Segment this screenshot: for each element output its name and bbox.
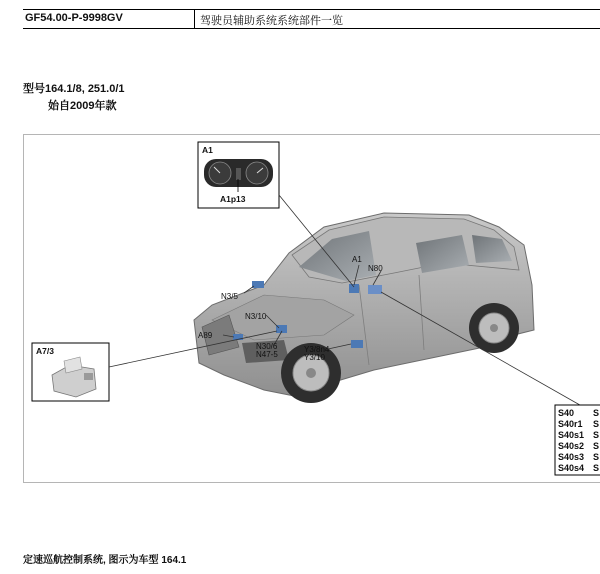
component-diagram [23,134,600,483]
legend-item-s40s1: S40s1 [558,430,585,440]
legend-desc-truncated: S [593,441,600,451]
vehicle-illustration [194,213,534,403]
diagram-svg [24,135,600,484]
label-y3-8n4: Y3/8n4 [304,345,330,354]
label-a1: A1 [352,255,362,264]
label-n3-10: N3/10 [245,312,267,321]
legend-desc-truncated: S [593,408,600,418]
document-code: GF54.00-P-9998GV [25,12,123,24]
callout-a1p13-label: A1p13 [220,194,246,204]
model-line: 型号164.1/8, 251.0/1 [23,83,125,95]
label-n3-5: N3/5 [221,292,238,301]
document-header [23,9,600,29]
callout-a1-label: A1 [202,145,213,155]
legend-item-s40r1: S40r1 [558,419,583,429]
figure-caption: 定速巡航控制系统, 图示为车型 164.1 [23,555,187,566]
legend-desc-truncated: S [593,430,600,440]
callout-a7-3-label: A7/3 [36,346,54,356]
legend-desc-truncated: S [593,463,600,473]
label-n47-5: N47-5 [256,350,278,359]
header-divider [194,10,195,28]
label-n30-6: N30/6 [256,342,278,351]
legend-item-s40s3: S40s3 [558,452,585,462]
legend-desc-truncated: S [593,452,600,462]
legend-s40-group [555,405,600,475]
legend-item-s40: S40 [558,408,575,418]
label-n80: N80 [368,264,383,273]
legend-desc-truncated: S [593,419,600,429]
callout-a1-instrument-cluster [198,142,279,208]
label-y3-10: Y3/10 [304,353,325,362]
callout-a7-3-module [32,343,109,401]
label-a89: A89 [198,331,213,340]
legend-item-s40s2: S40s2 [558,441,585,451]
legend-item-s40s4: S40s4 [558,463,585,473]
document-title: 驾驶员辅助系统系统部件一览 [200,15,343,27]
since-line: 始自2009年款 [48,100,117,112]
